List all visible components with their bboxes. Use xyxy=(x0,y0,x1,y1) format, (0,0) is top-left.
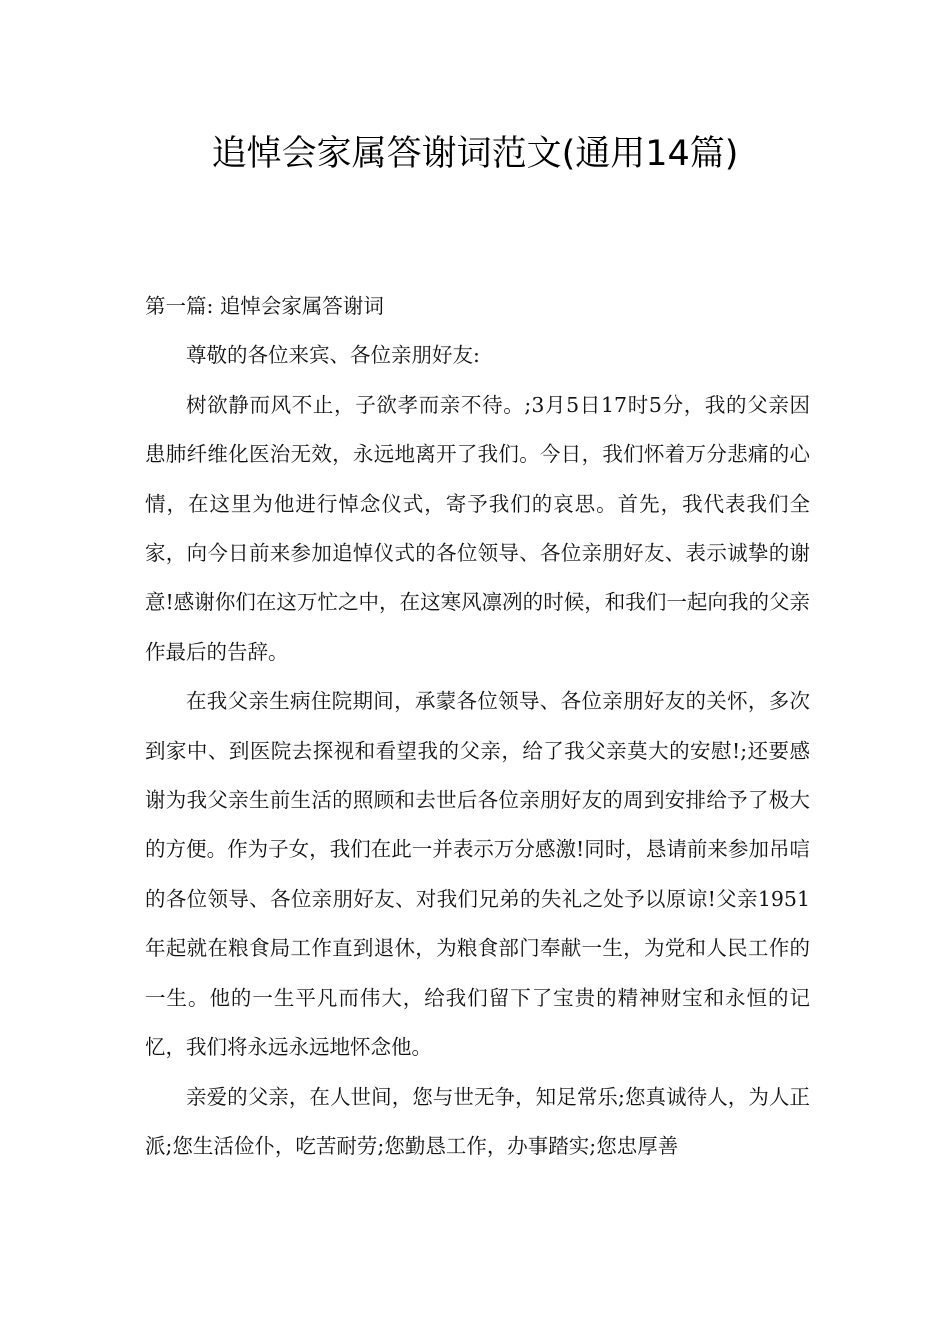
paragraph-3: 亲爱的父亲，在人世间，您与世无争，知足常乐;您真诚待人，为人正派;您生活俭仆，吃苦耐劳;您勤恳工作，办事踏实;您忠厚善 xyxy=(145,1084,810,1158)
paragraph-2: 在我父亲生病住院期间，承蒙各位领导、各位亲朋好友的关怀，多次到家中、到医院去探视和看望我的父亲，给了我父亲莫大的安慰!;还要感谢为我父亲生前生活的照顾和去世后各位亲朋好友的周到安排给予了极大的方便。作为子女，我们在此一并表示万分感激!同时，恳请前来参加吊唁的各位领导、各位亲朋好友、对我们兄弟的失礼之处予以原谅!父亲1951年起就在粮食局工作直到退休，为粮食部门奉献一生，为党和人民工作的一生。他的一生平凡而伟大，给我们留下了宝贵的精神财宝和永恒的记忆，我们将永远永远地怀念他。 xyxy=(145,689,810,1060)
document-title: 追悼会家属答谢词范文(通用14篇) xyxy=(211,134,739,174)
section-heading: 第一篇: 追悼会家属答谢词 xyxy=(145,294,384,318)
document-body xyxy=(145,282,810,1171)
paragraph-1: 树欲静而风不止，子欲孝而亲不待。;3月5日17时5分，我的父亲因患肺纤维化医治无效，永远地离开了我们。今日，我们怀着万分悲痛的心情，在这里为他进行悼念仪式，寄予我们的哀思。首先，我代表我们全家，向今日前来参加追悼仪式的各位领导、各位亲朋好友、表示诚挚的谢意!感谢你们在这万忙之中，在这寒风凛冽的时候，和我们一起向我的父亲作最后的告辞。 xyxy=(145,392,810,664)
salutation: 尊敬的各位来宾、各位亲朋好友: xyxy=(186,343,480,368)
